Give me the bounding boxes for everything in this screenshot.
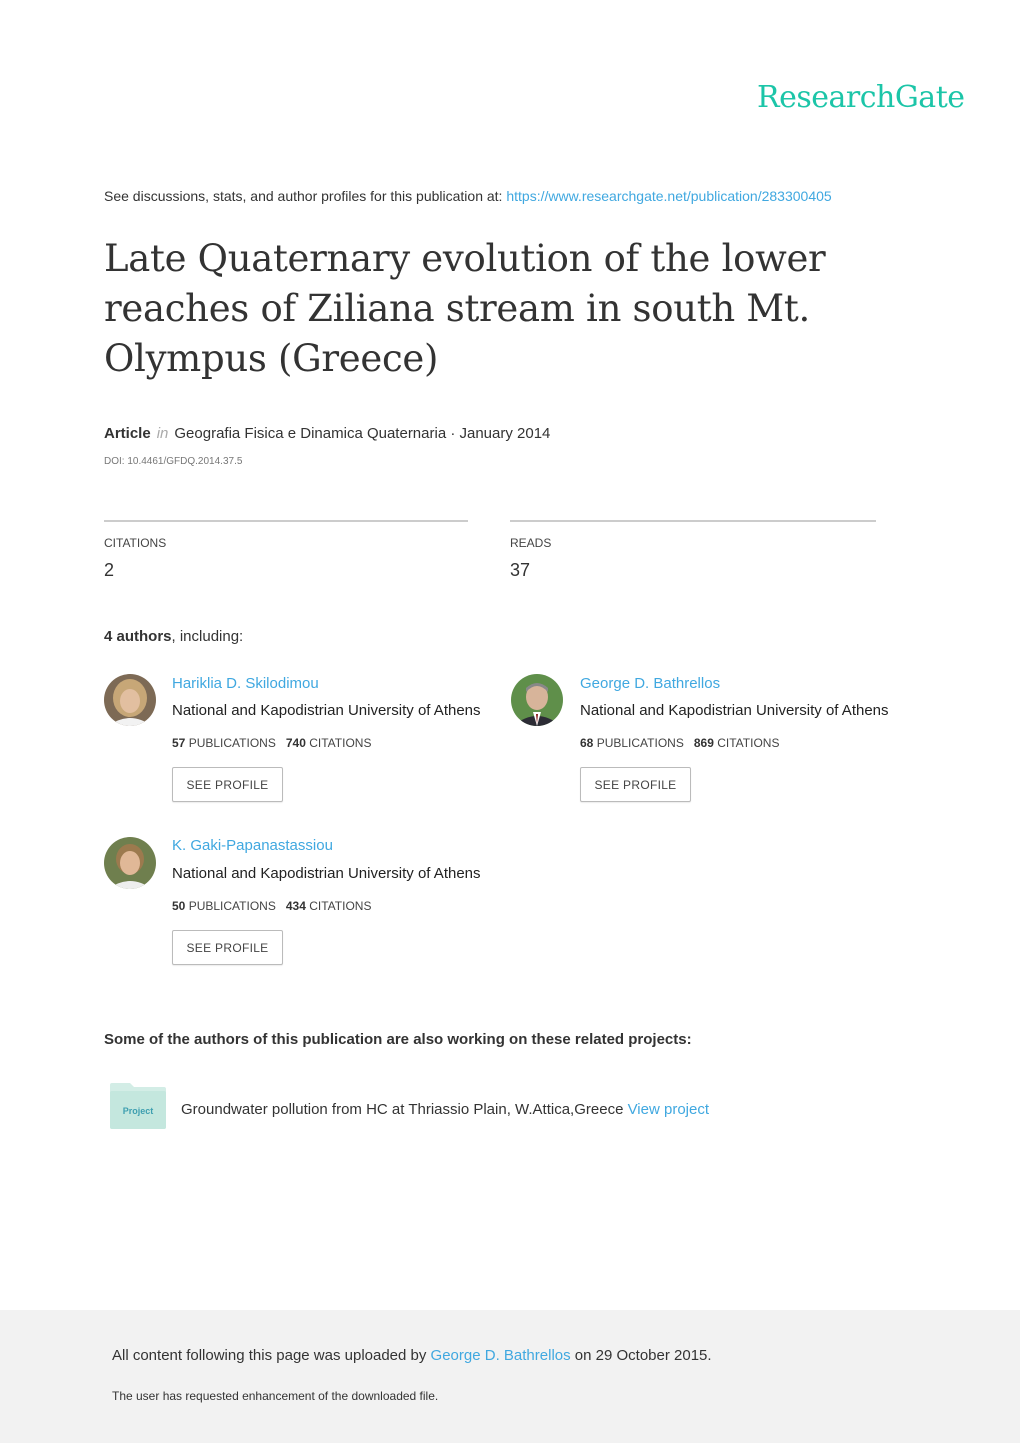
publication-url-link[interactable]: https://www.researchgate.net/publication/283300405 xyxy=(506,188,832,204)
author-name-link[interactable]: K. Gaki-Papanastassiou xyxy=(172,837,333,854)
uploader-link[interactable]: George D. Bathrellos xyxy=(430,1347,571,1364)
author-publications-label: PUBLICATIONS xyxy=(596,736,684,750)
citations-divider xyxy=(104,520,468,522)
see-profile-button[interactable]: SEE PROFILE xyxy=(172,930,283,965)
see-profile-button[interactable]: SEE PROFILE xyxy=(172,767,283,802)
upload-prefix: All content following this page was uploaded by xyxy=(112,1347,431,1364)
author-citations-count: 434 xyxy=(285,899,306,913)
project-title: Groundwater pollution from HC at Thriassio Plain, W.Attica,Greece xyxy=(181,1101,624,1118)
author-institution: National and Kapodistrian University of Athens xyxy=(172,865,481,882)
author-citations-label: CITATIONS xyxy=(309,736,372,750)
reads-divider xyxy=(510,520,876,522)
author-citations-label: CITATIONS xyxy=(717,736,780,750)
author-stats xyxy=(172,736,371,750)
avatar-photo-icon xyxy=(104,837,156,889)
doi: DOI: 10.4461/GFDQ.2014.37.5 xyxy=(104,456,243,467)
author-citations-label: CITATIONS xyxy=(309,899,372,913)
author-stats xyxy=(172,899,371,913)
in-label: in xyxy=(156,425,169,442)
project-icon-label: Project xyxy=(122,1106,154,1116)
footer-panel xyxy=(0,1310,1020,1443)
see-discussions-text: See discussions, stats, and author profiles for this publication at: xyxy=(104,188,507,204)
publication-title: Late Quaternary evolution of the lower reaches of Ziliana stream in south Mt. Olympus (Greece) xyxy=(104,237,826,380)
avatar-photo-icon xyxy=(104,674,156,726)
author-institution: National and Kapodistrian University of Athens xyxy=(172,702,481,719)
author-stats xyxy=(580,736,779,750)
authors-count: 4 authors xyxy=(104,628,172,645)
publication-type: Article xyxy=(104,425,151,442)
authors-heading xyxy=(104,628,243,645)
publication-link-line xyxy=(104,188,832,204)
project-item xyxy=(181,1101,709,1118)
view-project-link[interactable]: View project xyxy=(627,1101,710,1118)
author-name-link[interactable]: George D. Bathrellos xyxy=(580,675,721,692)
project-folder-icon[interactable] xyxy=(110,1083,166,1129)
enhancement-note: The user has requested enhancement of the downloaded file. xyxy=(112,1389,439,1403)
reads-value: 37 xyxy=(510,560,531,580)
publication-meta xyxy=(104,425,550,442)
researchgate-logo[interactable]: ResearchGate xyxy=(757,80,965,115)
author-publications-label: PUBLICATIONS xyxy=(188,736,276,750)
author-institution: National and Kapodistrian University of Athens xyxy=(580,702,889,719)
citations-value: 2 xyxy=(104,560,115,580)
author-name-link[interactable]: Hariklia D. Skilodimou xyxy=(172,675,319,692)
citations-label: CITATIONS xyxy=(104,536,167,550)
author-publications-label: PUBLICATIONS xyxy=(188,899,276,913)
reads-label: READS xyxy=(510,536,552,550)
author-citations-count: 869 xyxy=(693,736,714,750)
upload-suffix: on 29 October 2015. xyxy=(570,1347,712,1364)
authors-including: , including: xyxy=(171,628,244,645)
avatar[interactable] xyxy=(104,674,156,726)
avatar[interactable] xyxy=(511,674,563,726)
avatar-photo-icon xyxy=(511,674,563,726)
author-publications-count: 50 xyxy=(172,899,186,913)
related-projects-heading: Some of the authors of this publication are also working on these related projects: xyxy=(104,1031,692,1048)
author-publications-count: 57 xyxy=(172,736,186,750)
folder-icon xyxy=(110,1083,166,1129)
author-publications-count: 68 xyxy=(580,736,594,750)
avatar[interactable] xyxy=(104,837,156,889)
see-profile-button[interactable]: SEE PROFILE xyxy=(580,767,691,802)
journal-date[interactable]: Geografia Fisica e Dinamica Quaternaria · January 2014 xyxy=(174,425,551,442)
upload-info xyxy=(112,1347,712,1364)
author-citations-count: 740 xyxy=(285,736,306,750)
